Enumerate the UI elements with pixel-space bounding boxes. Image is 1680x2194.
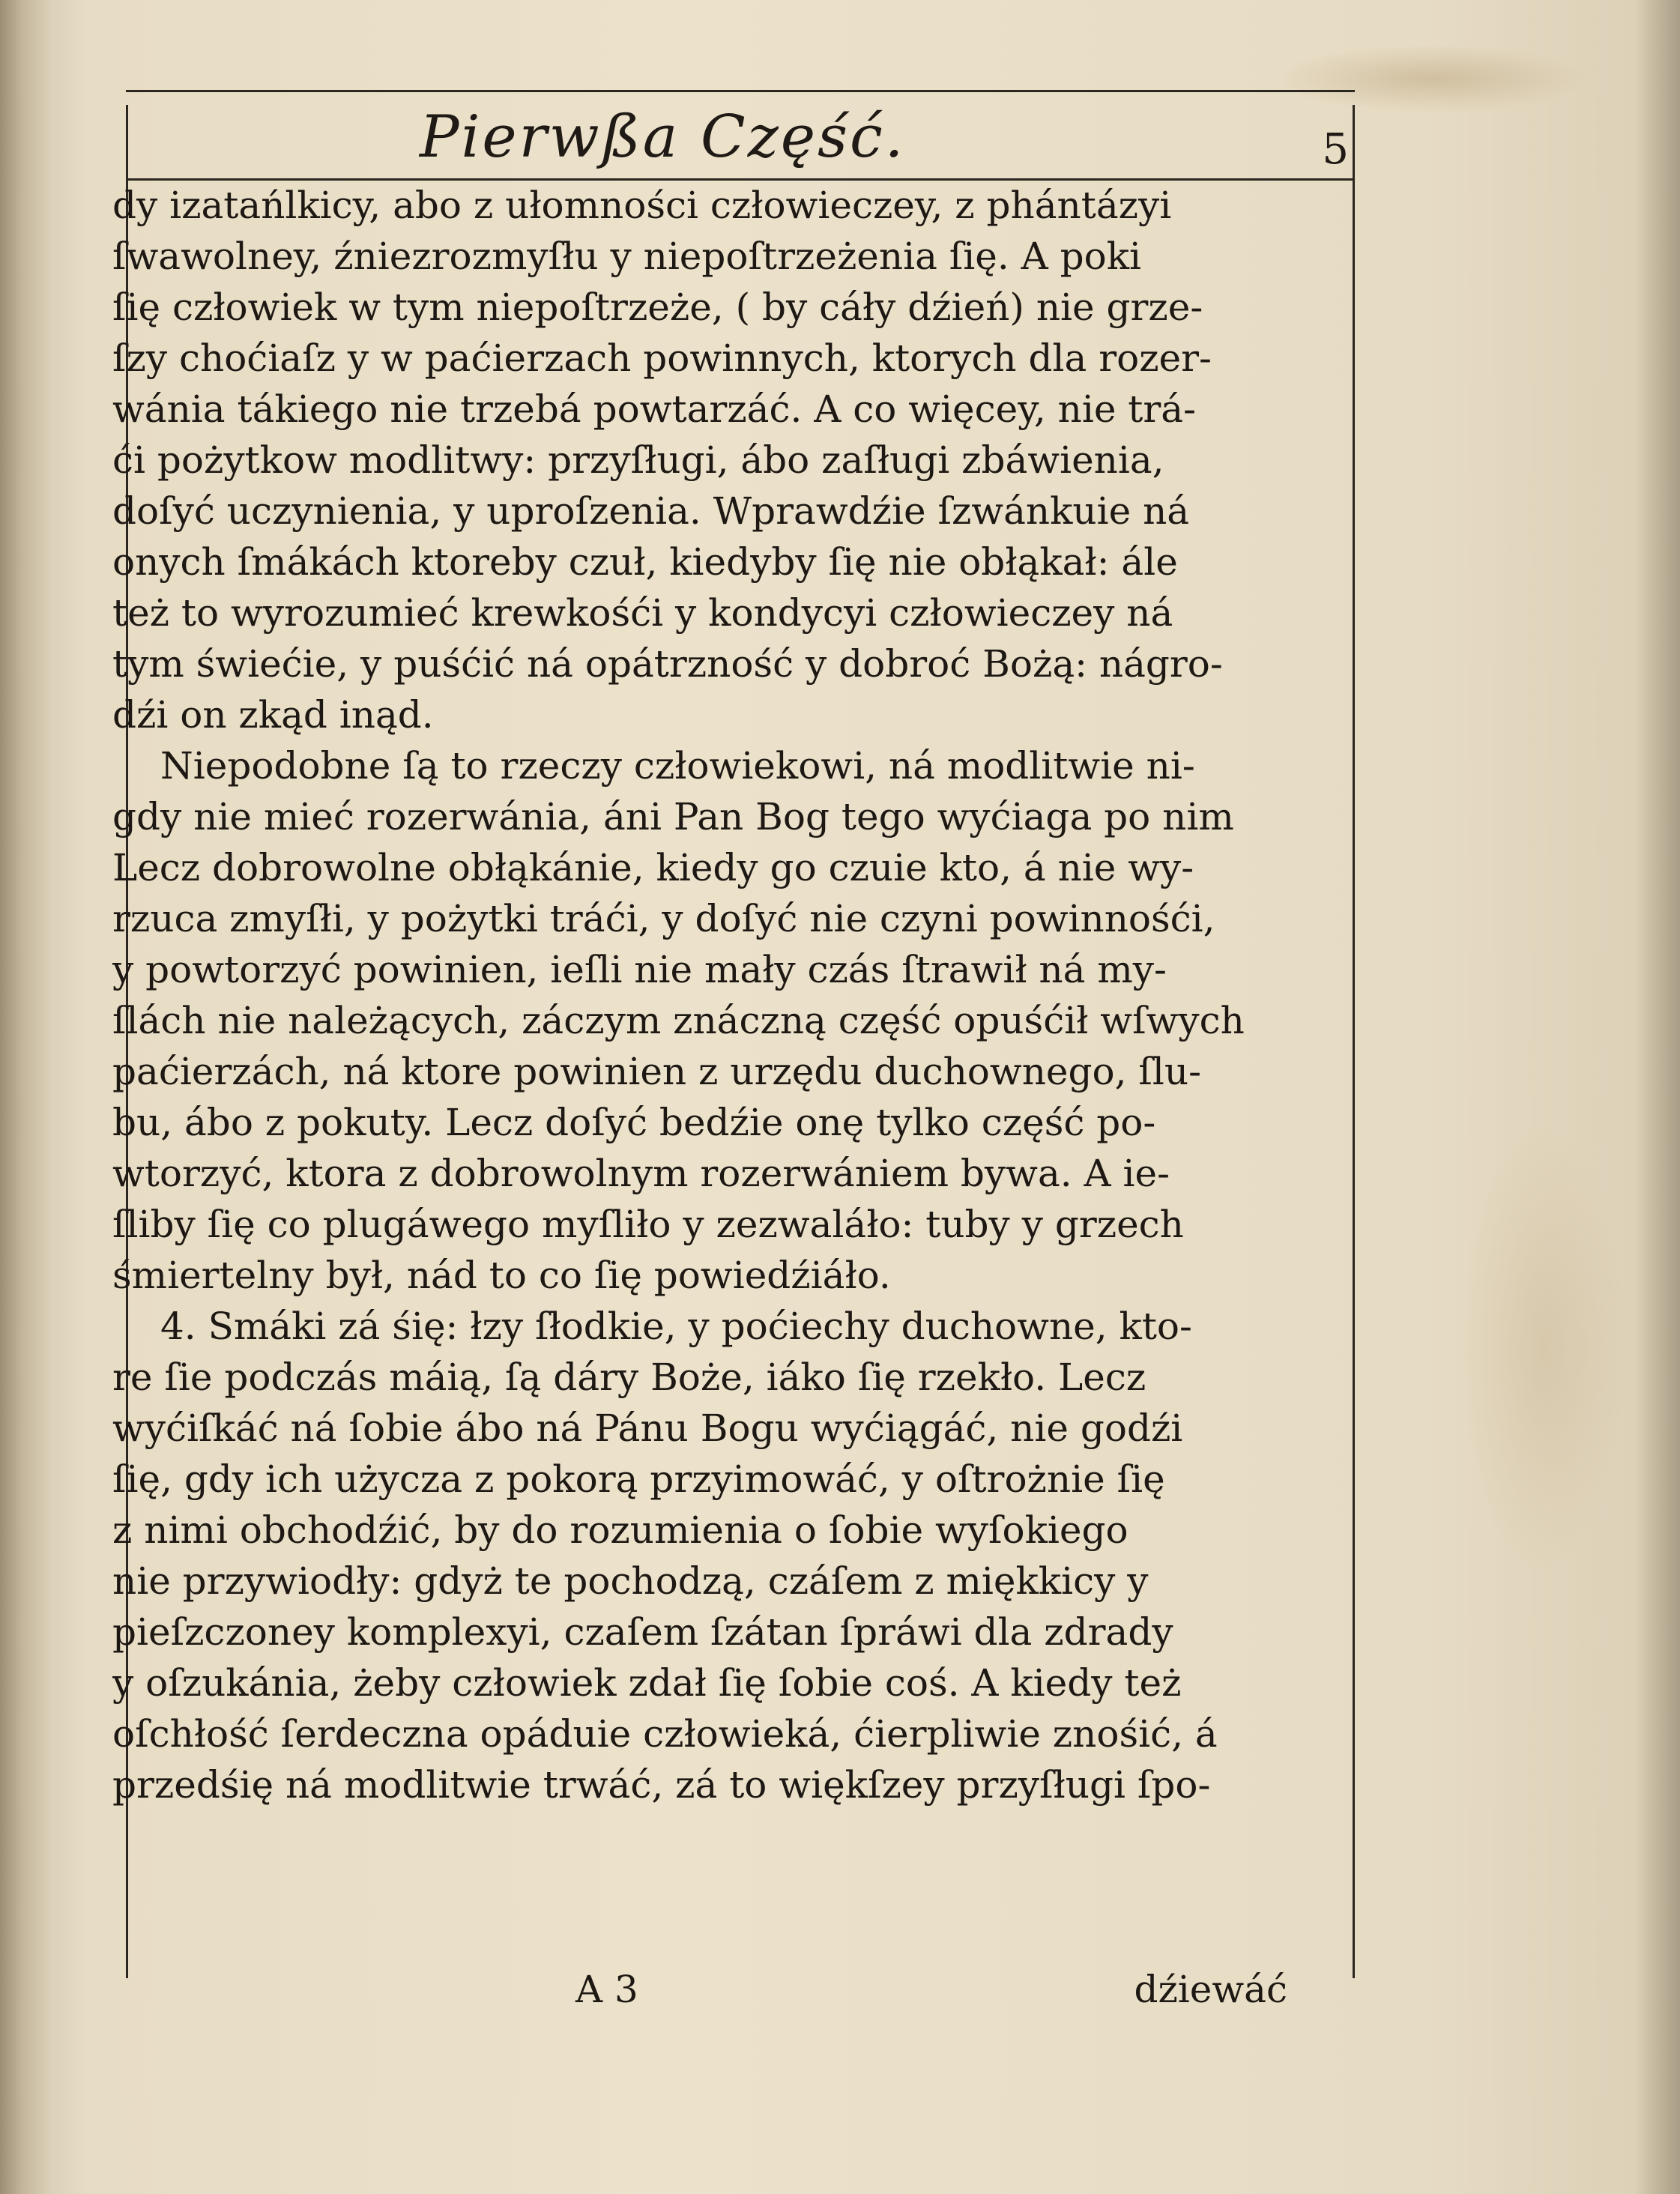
text-line: re ſie podczás máią, ſą dáry Boże, iáko ſię rzekło. Lecz (112, 1356, 1146, 1399)
signature-mark: A 3 (575, 1968, 638, 2011)
text-line: ſię człowiek w tym niepoſtrzeże, ( by cáły dźień) nie grze- (112, 285, 1203, 329)
text-line: nie przywiodły: gdyż te pochodzą, czáſem z miękkicy y (112, 1559, 1149, 1603)
text-line: gdy nie mieć rozerwánia, áni Pan Bog tego wyćiaga po nim (112, 795, 1234, 838)
text-line: ſliby ſię co plugáwego myſliło y zezwaláło: tuby y grzech (112, 1203, 1184, 1246)
text-line: wyćiſkáć ná ſobie ábo ná Pánu Bogu wyćiągáć, nie godźi (112, 1406, 1183, 1450)
text-line: bu, ábo z pokuty. Lecz doſyć bedźie onę tylko część po- (112, 1101, 1156, 1144)
text-line: doſyć uczynienia, y uproſzenia. Wprawdźie ſzwánkuie ná (112, 489, 1190, 533)
text-line: pieſzczoney komplexyi, czaſem ſzátan ſpráwi dla zdrady (112, 1610, 1173, 1654)
text-line: dy izatańlkicy, abo z ułomności człowieczey, z phántázyi (112, 184, 1172, 227)
top-rule (126, 90, 1355, 92)
text-line: ſlách nie należących, záczym znáczną część opuśćił wſwych (112, 999, 1245, 1042)
page-gutter (0, 0, 71, 2194)
text-line: z nimi obchodźić, by do rozumienia o ſobie wyſokiego (112, 1508, 1128, 1552)
text-line: rzuca zmyſłi, y pożytki tráći, y doſyć nie czyni powinnośći, (112, 897, 1215, 940)
text-line: paćierzách, ná ktore powinien z urzędu duchownego, ſlu- (112, 1050, 1201, 1093)
text-line: ſzy choćiaſz y w paćierzach powinnych, ktorych dla rozer- (112, 336, 1212, 380)
text-line: oſchłość ſerdeczna opáduie człowieká, ćierpliwie znośić, á (112, 1712, 1218, 1756)
text-line: 4. Smáki zá śię: łzy ſłodkie, y poćiechy duchowne, kto- (160, 1305, 1192, 1348)
text-line: ſwawolney, źniezrozmyſłu y niepoſtrzeżenia ſię. A poki (112, 235, 1142, 278)
footer-line (126, 1956, 1355, 2023)
text-line: ſię, gdy ich użycza z pokorą przyimowáć, y oſtrożnie ſię (112, 1457, 1165, 1501)
text-line: y oſzukánia, żeby człowiek zdał ſię ſobie coś. A kiedy też (112, 1661, 1182, 1705)
text-line: tym świećie, y puśćić ná opátrzność y dobroć Bożą: nágro- (112, 642, 1223, 686)
text-line: dźi on zkąd inąd. (112, 693, 434, 737)
page-number: 5 (1322, 125, 1349, 174)
body-text (112, 180, 1341, 1948)
text-line: Niepodobne ſą to rzeczy człowiekowi, ná modlitwie ni- (160, 744, 1195, 788)
text-line: onych ſmákách ktoreby czuł, kiedyby ſię nie obłąkał: ále (112, 540, 1178, 584)
paper-stain (1274, 45, 1589, 112)
running-head: Pierwßa Część. (420, 103, 906, 171)
text-line: wánia tákiego nie trzebá powtarzáć. A co więcey, nie trá- (112, 387, 1196, 431)
text-line: wtorzyć, ktora z dobrowolnym rozerwániem bywa. A ie- (112, 1152, 1170, 1195)
text-line: y powtorzyć powinien, ieſli nie mały czás ſtrawił ná my- (112, 948, 1167, 991)
text-line: przedśię ná modlitwie trwáć, zá to więkſzey przyſługi ſpo- (112, 1763, 1211, 1807)
page-edge-shadow (1635, 0, 1680, 2194)
text-line: ći pożytkow modlitwy: przyſługi, ábo zaſługi zbáwienia, (112, 438, 1164, 482)
text-line: śmiertelny był, nád to co ſię powiedźiáło. (112, 1254, 891, 1297)
paper-stain (1461, 1124, 1626, 1574)
text-line: też to wyrozumieć krewkośći y kondycyi człowieczey ná (112, 591, 1173, 635)
text-line: Lecz dobrowolne obłąkánie, kiedy go czuie kto, á nie wy- (112, 846, 1194, 889)
catchword: dźiewáć (1134, 1968, 1287, 2011)
